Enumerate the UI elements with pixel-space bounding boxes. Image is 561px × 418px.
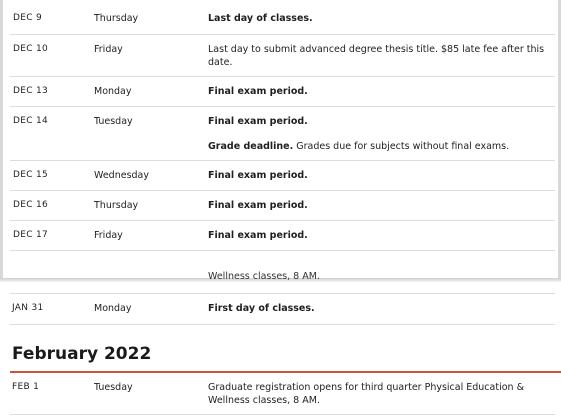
table-row — [10, 221, 555, 251]
month-heading: February 2022 — [12, 344, 152, 364]
event-description: Graduate registration opens for third quarter Physical Education & Wellness classes, 8 AM. — [208, 382, 524, 406]
event-date: DEC 15 — [13, 170, 49, 180]
table-row — [10, 35, 555, 77]
cutoff-row — [0, 271, 561, 287]
event-title: Final exam period. — [208, 116, 308, 127]
event-title: Last day of classes. — [208, 13, 313, 24]
event-title: Final exam period. — [208, 230, 308, 241]
event-day: Tuesday — [94, 382, 133, 393]
event-description — [208, 303, 551, 316]
event-day: Friday — [94, 230, 123, 241]
cutoff-description: Wellness classes, 8 AM. — [208, 271, 320, 282]
event-title: Final exam period. — [208, 200, 308, 211]
event-date: FEB 1 — [12, 382, 40, 392]
event-title: Final exam period. — [208, 170, 308, 181]
table-row — [10, 293, 555, 325]
event-description — [208, 116, 551, 153]
jan-feb-calendar-section — [0, 271, 561, 418]
event-day: Thursday — [94, 200, 139, 211]
event-date: DEC 14 — [13, 116, 49, 126]
event-date: DEC 13 — [13, 86, 49, 96]
event-description: Last day to submit advanced degree thesis title. $85 late fee after this date. — [208, 44, 545, 68]
table-row — [10, 107, 555, 161]
table-row — [10, 4, 555, 35]
event-title: First day of classes. — [208, 303, 315, 314]
event-description — [208, 170, 551, 183]
event-day: Thursday — [94, 13, 139, 24]
event-description — [208, 230, 551, 243]
table-row — [10, 191, 555, 221]
event-date: DEC 17 — [13, 230, 49, 240]
event-title: Final exam period. — [208, 86, 308, 97]
table-row — [10, 161, 555, 191]
event-description — [208, 86, 551, 99]
event-day: Monday — [94, 303, 132, 314]
table-row — [10, 77, 555, 107]
table-row — [10, 373, 555, 415]
event-day: Friday — [94, 44, 123, 55]
event-day: Monday — [94, 86, 132, 97]
event-date: DEC 16 — [13, 200, 49, 210]
event-description — [208, 200, 551, 213]
event-date: DEC 10 — [13, 44, 49, 54]
event-description — [208, 13, 551, 26]
event-date: DEC 9 — [13, 13, 42, 23]
event-day: Tuesday — [94, 116, 133, 127]
event-note: Grades due for subjects without final exams. — [293, 140, 510, 152]
event-subtitle: Grade deadline. — [208, 140, 294, 152]
event-day: Wednesday — [94, 170, 150, 181]
event-date: JAN 31 — [12, 303, 44, 313]
